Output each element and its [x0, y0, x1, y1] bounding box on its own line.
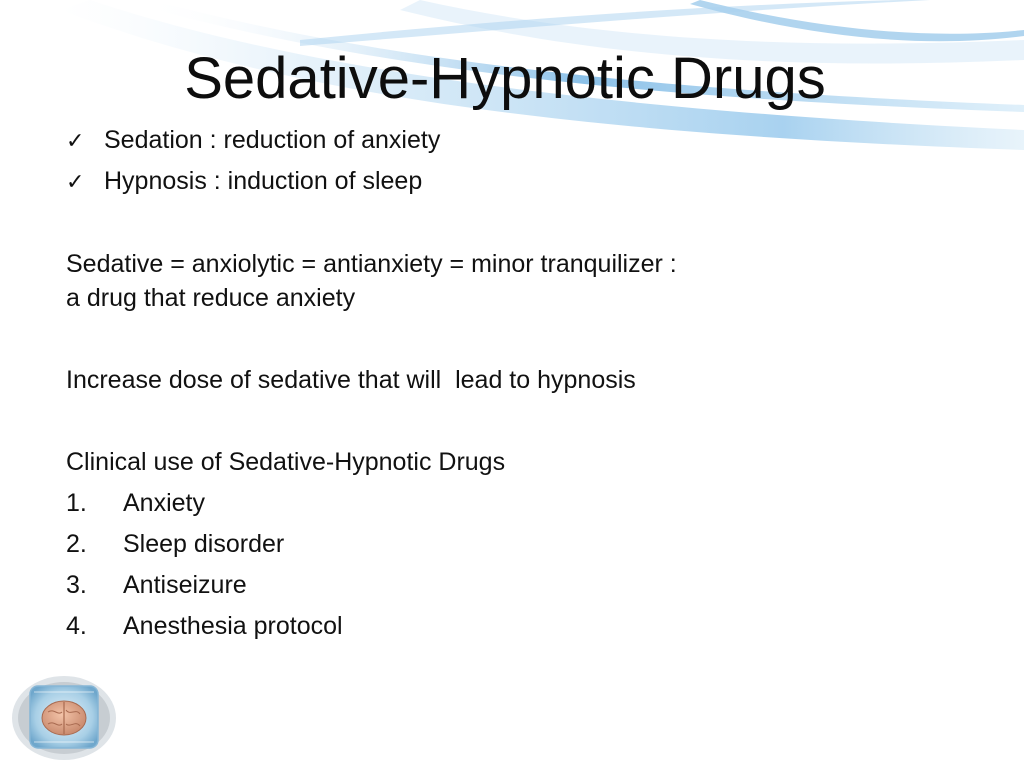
checklist-item-text: Sedation : reduction of anxiety	[104, 126, 441, 154]
checklist	[66, 120, 440, 202]
sedative-definition	[66, 247, 966, 315]
list-item	[66, 524, 343, 565]
list-item-text: Sleep disorder	[123, 530, 285, 558]
list-item	[66, 565, 343, 606]
checklist-item	[66, 120, 440, 161]
clinical-use-list	[66, 483, 343, 647]
list-number: 2.	[66, 530, 87, 558]
definition-line-1: Sedative = anxiolytic = antianxiety = minor tranquilizer :	[66, 250, 677, 278]
definition-line-2: a drug that reduce anxiety	[66, 284, 356, 312]
list-item-text: Antiseizure	[123, 571, 247, 599]
dose-statement: Increase dose of sedative that will lead to hypnosis	[66, 366, 636, 394]
list-number: 4.	[66, 612, 87, 640]
slide-title: Sedative-Hypnotic Drugs	[184, 46, 826, 111]
brain-logo-icon	[8, 672, 120, 762]
checklist-item	[66, 161, 440, 202]
clinical-use-heading: Clinical use of Sedative-Hypnotic Drugs	[66, 448, 506, 476]
checkmark-icon: ✓	[66, 168, 85, 194]
list-item	[66, 483, 343, 524]
checkmark-icon: ✓	[66, 127, 85, 153]
list-item-text: Anxiety	[123, 489, 205, 517]
checklist-item-text: Hypnosis : induction of sleep	[104, 167, 423, 195]
list-item	[66, 606, 343, 647]
list-number: 1.	[66, 489, 87, 517]
list-item-text: Anesthesia protocol	[123, 612, 343, 640]
list-number: 3.	[66, 571, 87, 599]
